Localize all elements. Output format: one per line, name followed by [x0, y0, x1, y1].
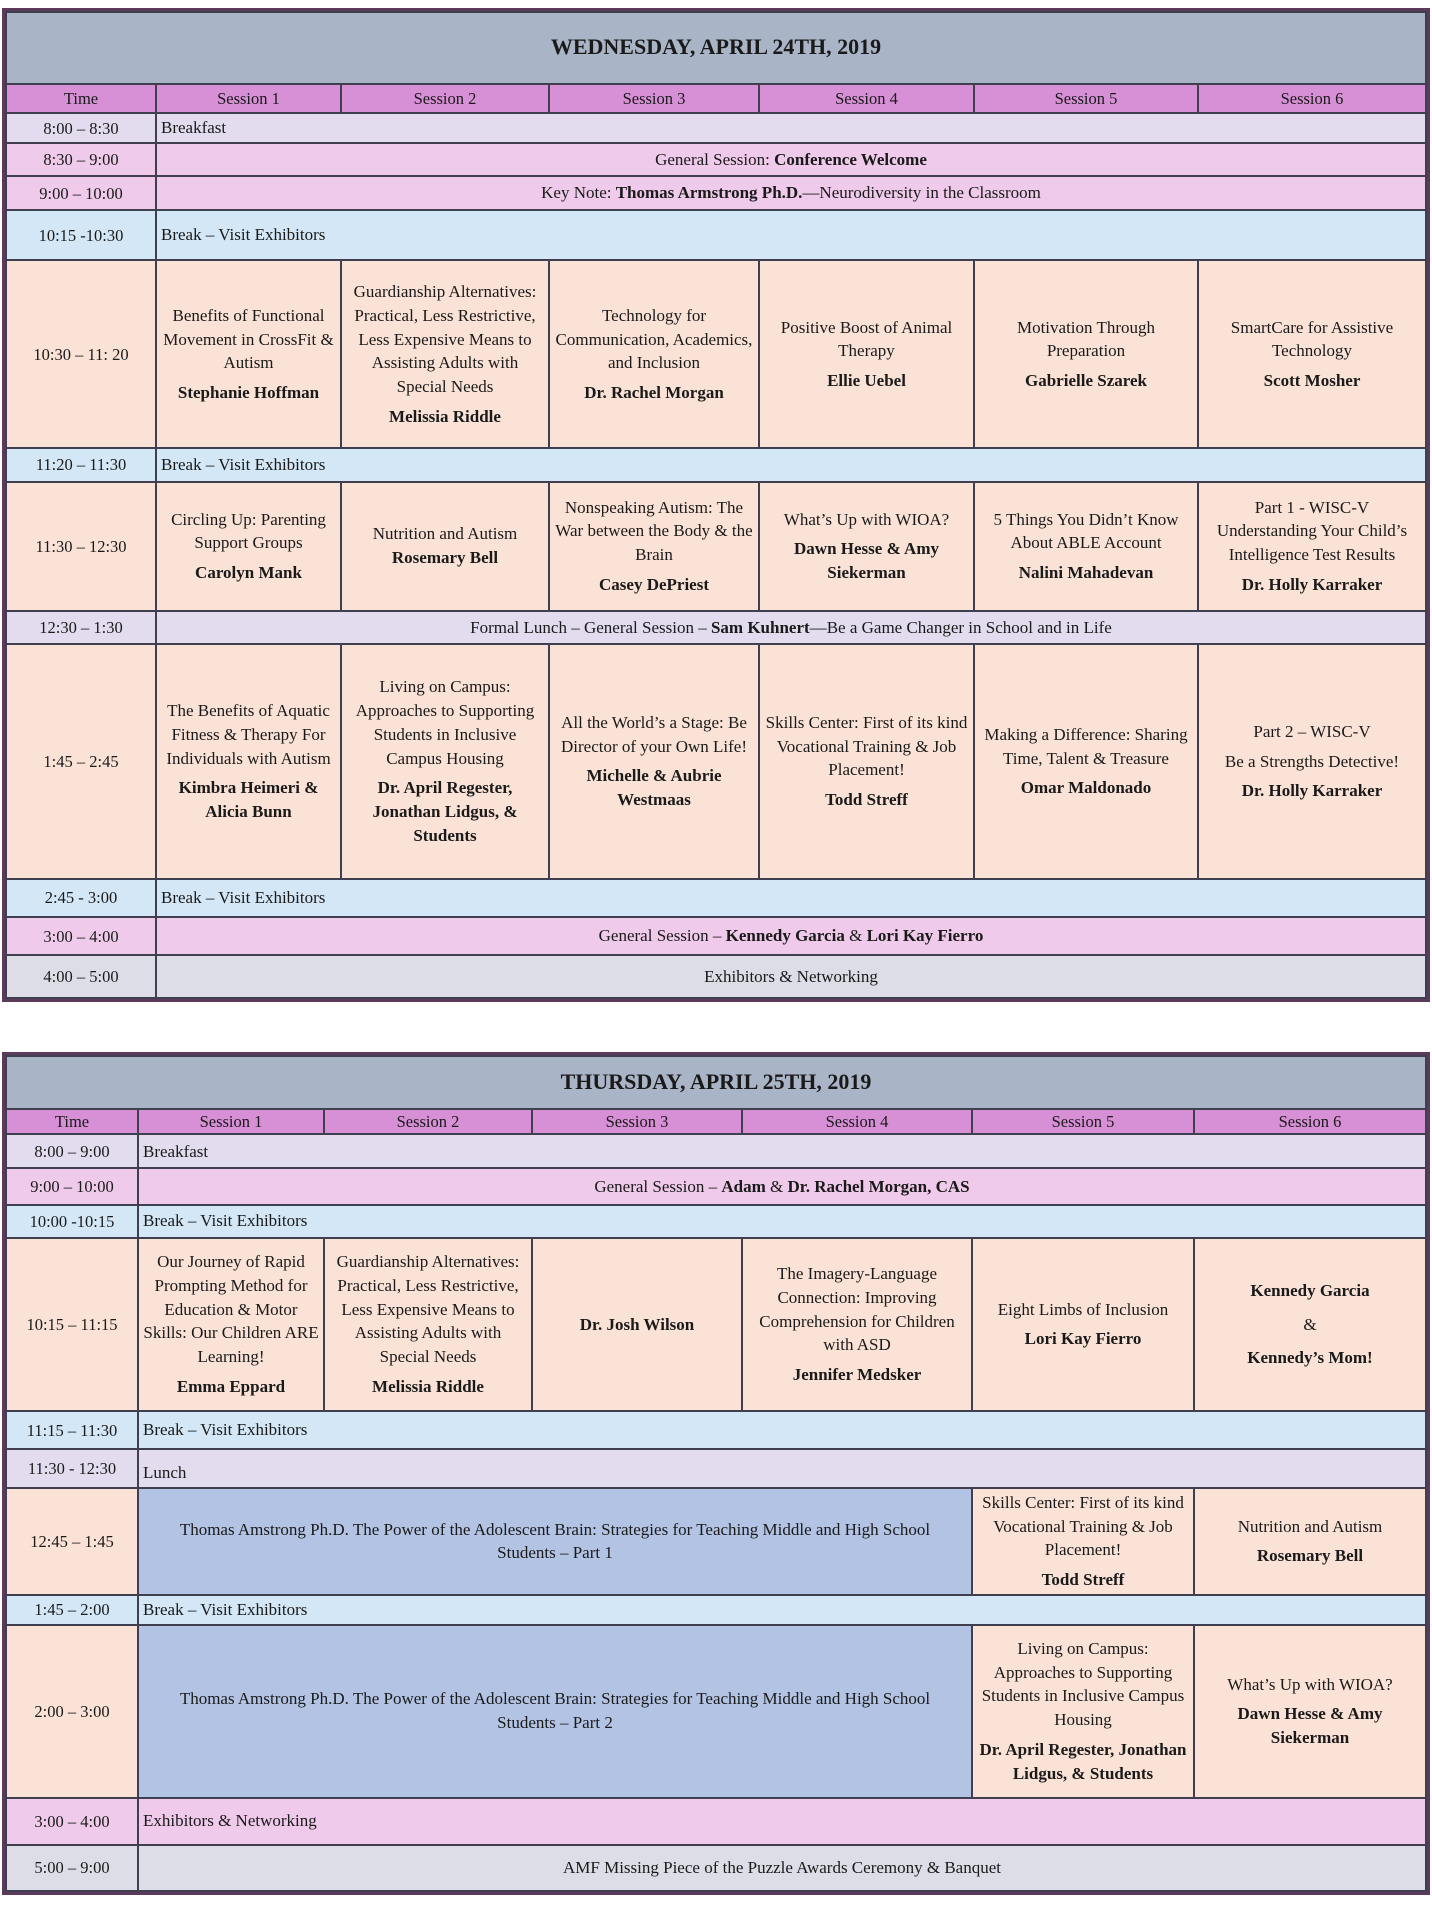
general-speaker-2: Dr. Rachel Morgan, CAS — [787, 1176, 970, 1196]
general-amp: & — [765, 1176, 788, 1196]
session-speaker: Nalini Mahadevan — [1018, 563, 1154, 583]
session-title: Eight Limbs of Inclusion — [997, 1299, 1169, 1319]
session-speaker: Omar Maldonado — [1020, 778, 1152, 798]
session-cell — [341, 482, 549, 611]
time-cell: 10:15 -10:30 — [6, 210, 156, 261]
day-title: WEDNESDAY, APRIL 24TH, 2019 — [6, 12, 1426, 84]
time-cell: 10:00 -10:15 — [6, 1205, 138, 1238]
session-cell — [974, 644, 1198, 878]
session-title: Motivation Through Preparation — [1016, 317, 1156, 361]
time-cell: 11:20 – 11:30 — [6, 448, 156, 481]
session-speaker: Kimbra Heimeri & Alicia Bunn — [178, 778, 319, 822]
lunch-row — [6, 611, 1426, 644]
general-speaker-1: Adam — [721, 1176, 766, 1196]
session-speaker: Dr. Holly Karraker — [1241, 575, 1383, 595]
exhibitors-row — [6, 955, 1426, 998]
session-cell — [1198, 260, 1426, 448]
session-title: Circling Up: Parenting Support Groups — [171, 509, 326, 553]
session-block-row — [6, 260, 1426, 448]
wednesday-schedule — [2, 8, 1430, 1002]
lunch-label: Lunch — [138, 1449, 1426, 1487]
banquet-row — [6, 1845, 1426, 1891]
session-title: Living on Campus: Approaches to Supporting Students in Inclusive Campus Housing — [355, 677, 535, 768]
session-cell — [1198, 482, 1426, 611]
session-speaker: Lori Kay Fierro — [1024, 1329, 1142, 1349]
session-speaker: Casey DePriest — [599, 575, 709, 595]
session-cell — [974, 482, 1198, 611]
col-session-6: Session 6 — [1198, 84, 1426, 113]
session-title: Skills Center: First of its kind Vocational Training & Job Placement! — [982, 1492, 1184, 1560]
break-row — [6, 1595, 1426, 1625]
break-row — [6, 1205, 1426, 1238]
breakfast-label: Breakfast — [138, 1134, 1426, 1168]
time-cell: 10:30 – 11: 20 — [6, 260, 156, 448]
breakfast-row — [6, 113, 1426, 143]
col-session-1: Session 1 — [138, 1109, 324, 1134]
break-label: Break – Visit Exhibitors — [138, 1411, 1426, 1449]
column-header-row — [6, 1109, 1426, 1134]
time-cell: 8:30 – 9:00 — [6, 143, 156, 176]
col-time: Time — [6, 84, 156, 113]
col-session-2: Session 2 — [341, 84, 549, 113]
session-cell — [759, 260, 974, 448]
general-speaker-2: Lori Kay Fierro — [866, 926, 984, 946]
session-cell — [742, 1238, 972, 1412]
time-cell: 1:45 – 2:45 — [6, 644, 156, 878]
lunch-topic: —Be a Game Changer in School and in Life — [809, 617, 1112, 637]
session-subtitle: Be a Strengths Detective! — [1224, 751, 1400, 771]
lunch-row — [6, 1449, 1426, 1487]
time-cell: 8:00 – 8:30 — [6, 113, 156, 143]
session-speaker: Stephanie Hoffman — [177, 383, 320, 403]
session-speaker: Dawn Hesse & Amy Siekerman — [794, 539, 939, 583]
session-block-row — [6, 1238, 1426, 1412]
session-title: Part 1 - WISC-V Understanding Your Child’s Intelligence Test Results — [1216, 497, 1408, 565]
session-title: 5 Things You Didn’t Know About ABLE Account — [993, 509, 1179, 553]
welcome-bold: Conference Welcome — [774, 149, 927, 169]
break-label: Break – Visit Exhibitors — [156, 879, 1426, 917]
session-block-row — [6, 1488, 1426, 1596]
session-speaker: Carolyn Mank — [195, 563, 302, 583]
break-row — [6, 210, 1426, 261]
welcome-pre: General Session: — [655, 149, 775, 169]
session-cell — [974, 260, 1198, 448]
general-pre: General Session – — [594, 1176, 722, 1196]
session-cell — [156, 260, 341, 448]
session-cell — [341, 644, 549, 878]
session-title: The Benefits of Aquatic Fitness & Therapy For Individuals with Autism — [166, 701, 331, 768]
time-cell: 11:30 – 12:30 — [6, 482, 156, 611]
keynote-pre: Key Note: — [541, 183, 616, 203]
banquet-label: AMF Missing Piece of the Puzzle Awards Ceremony & Banquet — [138, 1845, 1426, 1891]
session-title: Part 2 – WISC-V — [1253, 721, 1371, 741]
break-row — [6, 1411, 1426, 1449]
session-speaker: Jennifer Medsker — [792, 1365, 922, 1385]
keynote-row — [6, 176, 1426, 209]
session-cell — [972, 1488, 1194, 1596]
keynote-topic: —Neurodiversity in the Classroom — [802, 183, 1041, 203]
exhibitors-row — [6, 1798, 1426, 1845]
session-title: Living on Campus: Approaches to Supporting Students in Inclusive Campus Housing — [981, 1638, 1185, 1730]
session-speaker: Dr. April Regester, Jonathan Lidgus, & Students — [979, 1740, 1187, 1783]
breakfast-row — [6, 1134, 1426, 1168]
session-block-row — [6, 482, 1426, 611]
thursday-schedule — [2, 1052, 1430, 1895]
session-cell — [138, 1238, 324, 1412]
col-session-4: Session 4 — [742, 1109, 972, 1134]
keynote-speaker: Thomas Armstrong Ph.D. — [615, 183, 803, 203]
session-cell — [1194, 1238, 1426, 1412]
wide-session-cell: Thomas Amstrong Ph.D. The Power of the Adolescent Brain: Strategies for Teaching Middle and High School Students – Part 1 — [138, 1488, 972, 1596]
col-session-2: Session 2 — [324, 1109, 532, 1134]
session-title: Nonspeaking Autism: The War between the Body & the Brain — [555, 497, 753, 565]
session-title: All the World’s a Stage: Be Director of your Own Life! — [561, 712, 747, 756]
session-speaker: Todd Streff — [825, 790, 908, 810]
session-block-row — [6, 644, 1426, 878]
session-cell — [759, 482, 974, 611]
session-speaker: Todd Streff — [1041, 1570, 1125, 1590]
time-cell: 3:00 – 4:00 — [6, 917, 156, 955]
time-cell: 8:00 – 9:00 — [6, 1134, 138, 1168]
session-cell — [549, 482, 759, 611]
lunch-speaker: Sam Kuhnert — [710, 617, 810, 637]
welcome-label — [156, 143, 1426, 176]
wide-session-cell: Thomas Amstrong Ph.D. The Power of the Adolescent Brain: Strategies for Teaching Middle and High School Students – Part 2 — [138, 1625, 972, 1798]
session-title: Nutrition and Autism — [372, 524, 518, 544]
time-cell: 12:45 – 1:45 — [6, 1488, 138, 1596]
general-session-label — [138, 1168, 1426, 1204]
session-speaker: Dr. Rachel Morgan — [584, 383, 724, 403]
time-cell: 11:15 – 11:30 — [6, 1411, 138, 1449]
session-speaker: Emma Eppard — [176, 1377, 286, 1397]
session-title: Positive Boost of Animal Therapy — [780, 317, 953, 361]
session-title: What’s Up with WIOA? — [1227, 1674, 1393, 1694]
session-cell — [1194, 1488, 1426, 1596]
general-session-row — [6, 1168, 1426, 1204]
wednesday-table — [5, 11, 1427, 999]
time-cell: 12:30 – 1:30 — [6, 611, 156, 644]
session-title: Nutrition and Autism — [1237, 1516, 1383, 1536]
session-title: SmartCare for Assistive Technology — [1230, 317, 1394, 361]
col-time: Time — [6, 1109, 138, 1134]
exhibitors-label: Exhibitors & Networking — [138, 1798, 1426, 1845]
time-cell: 11:30 - 12:30 — [6, 1449, 138, 1487]
day-title: THURSDAY, APRIL 25TH, 2019 — [6, 1056, 1426, 1109]
time-cell: 1:45 – 2:00 — [6, 1595, 138, 1625]
session-title: The Imagery-Language Connection: Improving Comprehension for Children with ASD — [759, 1263, 955, 1355]
session-cell — [532, 1238, 742, 1412]
session-speaker: Dawn Hesse & Amy Siekerman — [1237, 1704, 1383, 1748]
session-cell — [759, 644, 974, 878]
session-cell — [549, 260, 759, 448]
break-label: Break – Visit Exhibitors — [138, 1595, 1426, 1625]
session-cell — [341, 260, 549, 448]
keynote-label — [156, 176, 1426, 209]
time-cell: 9:00 – 10:00 — [6, 176, 156, 209]
breakfast-label: Breakfast — [156, 113, 1426, 143]
session-speaker: Dr. April Regester, Jonathan Lidgus, & Students — [372, 778, 518, 845]
time-cell: 2:45 - 3:00 — [6, 879, 156, 917]
thursday-table — [5, 1055, 1427, 1892]
session-amp: & — [1303, 1314, 1317, 1334]
general-speaker-1: Kennedy Garcia — [725, 926, 845, 946]
session-speaker: Kennedy Garcia — [1250, 1280, 1370, 1300]
session-title: Guardianship Alternatives: Practical, Less Restrictive, Less Expensive Means to Assisting Adults with Special Needs — [353, 281, 537, 397]
session-title: Benefits of Functional Movement in CrossFit & Autism — [163, 305, 334, 373]
exhibitors-label: Exhibitors & Networking — [156, 955, 1426, 998]
col-session-3: Session 3 — [532, 1109, 742, 1134]
break-label: Break – Visit Exhibitors — [138, 1205, 1426, 1238]
time-cell: 2:00 – 3:00 — [6, 1625, 138, 1798]
general-amp: & — [844, 926, 867, 946]
lunch-pre: Formal Lunch – General Session – — [470, 617, 711, 637]
general-pre: General Session – — [598, 926, 726, 946]
session-cell — [324, 1238, 532, 1412]
session-title: Making a Difference: Sharing Time, Talent & Treasure — [984, 724, 1188, 768]
column-header-row — [6, 84, 1426, 113]
break-label: Break – Visit Exhibitors — [156, 448, 1426, 481]
session-speaker: Melissia Riddle — [389, 406, 501, 426]
wednesday-title-row — [6, 12, 1426, 84]
session-title: What’s Up with WIOA? — [783, 509, 950, 529]
break-row — [6, 448, 1426, 481]
time-cell: 3:00 – 4:00 — [6, 1798, 138, 1845]
session-cell — [549, 644, 759, 878]
col-session-1: Session 1 — [156, 84, 341, 113]
session-cell — [1198, 644, 1426, 878]
session-speaker: Gabrielle Szarek — [1025, 371, 1147, 391]
general-session-label — [156, 917, 1426, 955]
session-title: Our Journey of Rapid Prompting Method for Education & Motor Skills: Our Children ARE Learning! — [143, 1252, 319, 1367]
session-speaker: Dr. Josh Wilson — [579, 1314, 695, 1334]
break-label: Break – Visit Exhibitors — [156, 210, 1426, 261]
session-speaker: Scott Mosher — [1263, 371, 1361, 391]
lunch-label — [156, 611, 1426, 644]
time-cell: 4:00 – 5:00 — [6, 955, 156, 998]
general-session-row — [6, 917, 1426, 955]
session-title: Guardianship Alternatives: Practical, Less Restrictive, Less Expensive Means to Assisting Adults with Special Needs — [336, 1252, 520, 1367]
col-session-3: Session 3 — [549, 84, 759, 113]
session-cell — [972, 1238, 1194, 1412]
time-cell: 10:15 – 11:15 — [6, 1238, 138, 1412]
welcome-row — [6, 143, 1426, 176]
session-title: Technology for Communication, Academics, and Inclusion — [555, 305, 753, 373]
thursday-title-row — [6, 1056, 1426, 1109]
time-cell: 9:00 – 10:00 — [6, 1168, 138, 1204]
session-speaker: Michelle & Aubrie Westmaas — [586, 766, 722, 810]
session-speaker: Rosemary Bell — [1256, 1546, 1364, 1566]
session-block-row — [6, 1625, 1426, 1798]
session-speaker: Melissia Riddle — [372, 1377, 484, 1397]
session-title: Skills Center: First of its kind Vocational Training & Job Placement! — [765, 712, 968, 780]
col-session-6: Session 6 — [1194, 1109, 1426, 1134]
session-cell — [1194, 1625, 1426, 1798]
time-cell: 5:00 – 9:00 — [6, 1845, 138, 1891]
session-speaker: Kennedy’s Mom! — [1247, 1348, 1373, 1368]
session-cell — [972, 1625, 1194, 1798]
session-speaker: Rosemary Bell — [391, 548, 499, 568]
col-session-5: Session 5 — [972, 1109, 1194, 1134]
session-cell — [156, 482, 341, 611]
session-speaker: Ellie Uebel — [827, 371, 906, 391]
break-row — [6, 879, 1426, 917]
session-speaker: Dr. Holly Karraker — [1241, 781, 1383, 801]
col-session-4: Session 4 — [759, 84, 974, 113]
session-cell — [156, 644, 341, 878]
col-session-5: Session 5 — [974, 84, 1198, 113]
